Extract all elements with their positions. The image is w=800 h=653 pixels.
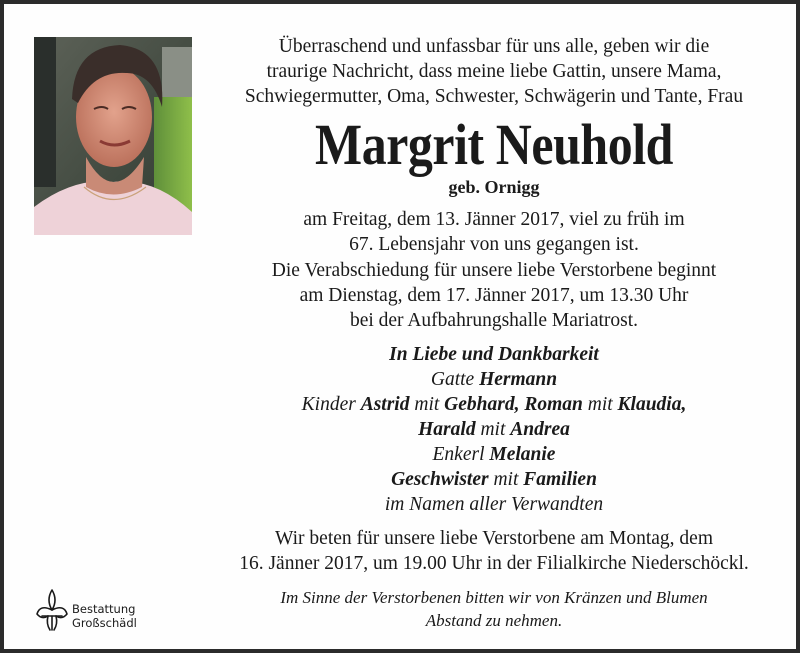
undertaker-line: Großschädl: [72, 616, 137, 630]
grandchild-label: Enkerl: [432, 444, 485, 465]
undertaker-line: Bestattung: [72, 602, 136, 616]
husband-label: Gatte: [430, 369, 475, 390]
with-word: mit: [414, 394, 440, 415]
death-line: 67. Lebensjahr von uns gegangen ist.: [349, 234, 639, 255]
with-word: mit: [587, 394, 613, 415]
farewell-line: Die Verabschiedung für unsere liebe Verstorbene beginnt: [271, 260, 717, 281]
partner-name: Gebhard, Roman: [444, 394, 583, 415]
grandchild-name: Melanie: [489, 444, 556, 465]
portrait-photo: [34, 37, 192, 235]
farewell-line: bei der Aufbahrungshalle Mariatrost.: [349, 310, 639, 331]
maiden-name: geb. Ornigg: [448, 177, 540, 197]
note-line: Im Sinne der Verstorbenen bitten wir von Kränzen und Blumen: [280, 588, 708, 607]
with-word: mit: [480, 419, 506, 440]
intro-line: traurige Nachricht, dass meine liebe Gattin, unsere Mama,: [266, 61, 722, 82]
intro-line: Schwiegermutter, Oma, Schwester, Schwägerin und Tante, Frau: [244, 86, 744, 107]
flowers-note: [200, 586, 788, 632]
intro-text: [200, 34, 788, 109]
prayer-notice: [200, 526, 788, 576]
families-label: Familien: [523, 469, 597, 490]
prayer-line: Wir beten für unsere liebe Verstorbene am Montag, dem: [275, 528, 713, 549]
siblings-label: Geschwister: [391, 469, 489, 490]
children-label: Kinder: [301, 394, 356, 415]
with-word: mit: [493, 469, 519, 490]
partner-name: Klaudia,: [617, 394, 687, 415]
husband-name: Hermann: [479, 369, 558, 390]
deceased-name: Margrit Neuhold: [315, 112, 673, 177]
mourners-heading: In Liebe und Dankbarkeit: [389, 344, 599, 365]
relatives-line: im Namen aller Verwandten: [384, 494, 604, 515]
child-name: Astrid: [360, 394, 410, 415]
child-name: Harald: [418, 419, 476, 440]
farewell-line: am Dienstag, dem 17. Jänner 2017, um 13.30 Uhr: [299, 285, 689, 306]
prayer-line: 16. Jänner 2017, um 19.00 Uhr in der Filialkirche Niederschöckl.: [239, 553, 749, 574]
partner-name: Andrea: [510, 419, 570, 440]
farewell-notice: [200, 258, 788, 333]
intro-line: Überraschend und unfassbar für uns alle, geben wir die: [278, 36, 710, 57]
mourners-list: [200, 342, 788, 517]
undertaker-name: [72, 602, 137, 630]
death-notice: [200, 207, 788, 257]
note-line: Abstand zu nehmen.: [425, 611, 563, 630]
death-line: am Freitag, dem 13. Jänner 2017, viel zu früh im: [303, 209, 685, 230]
